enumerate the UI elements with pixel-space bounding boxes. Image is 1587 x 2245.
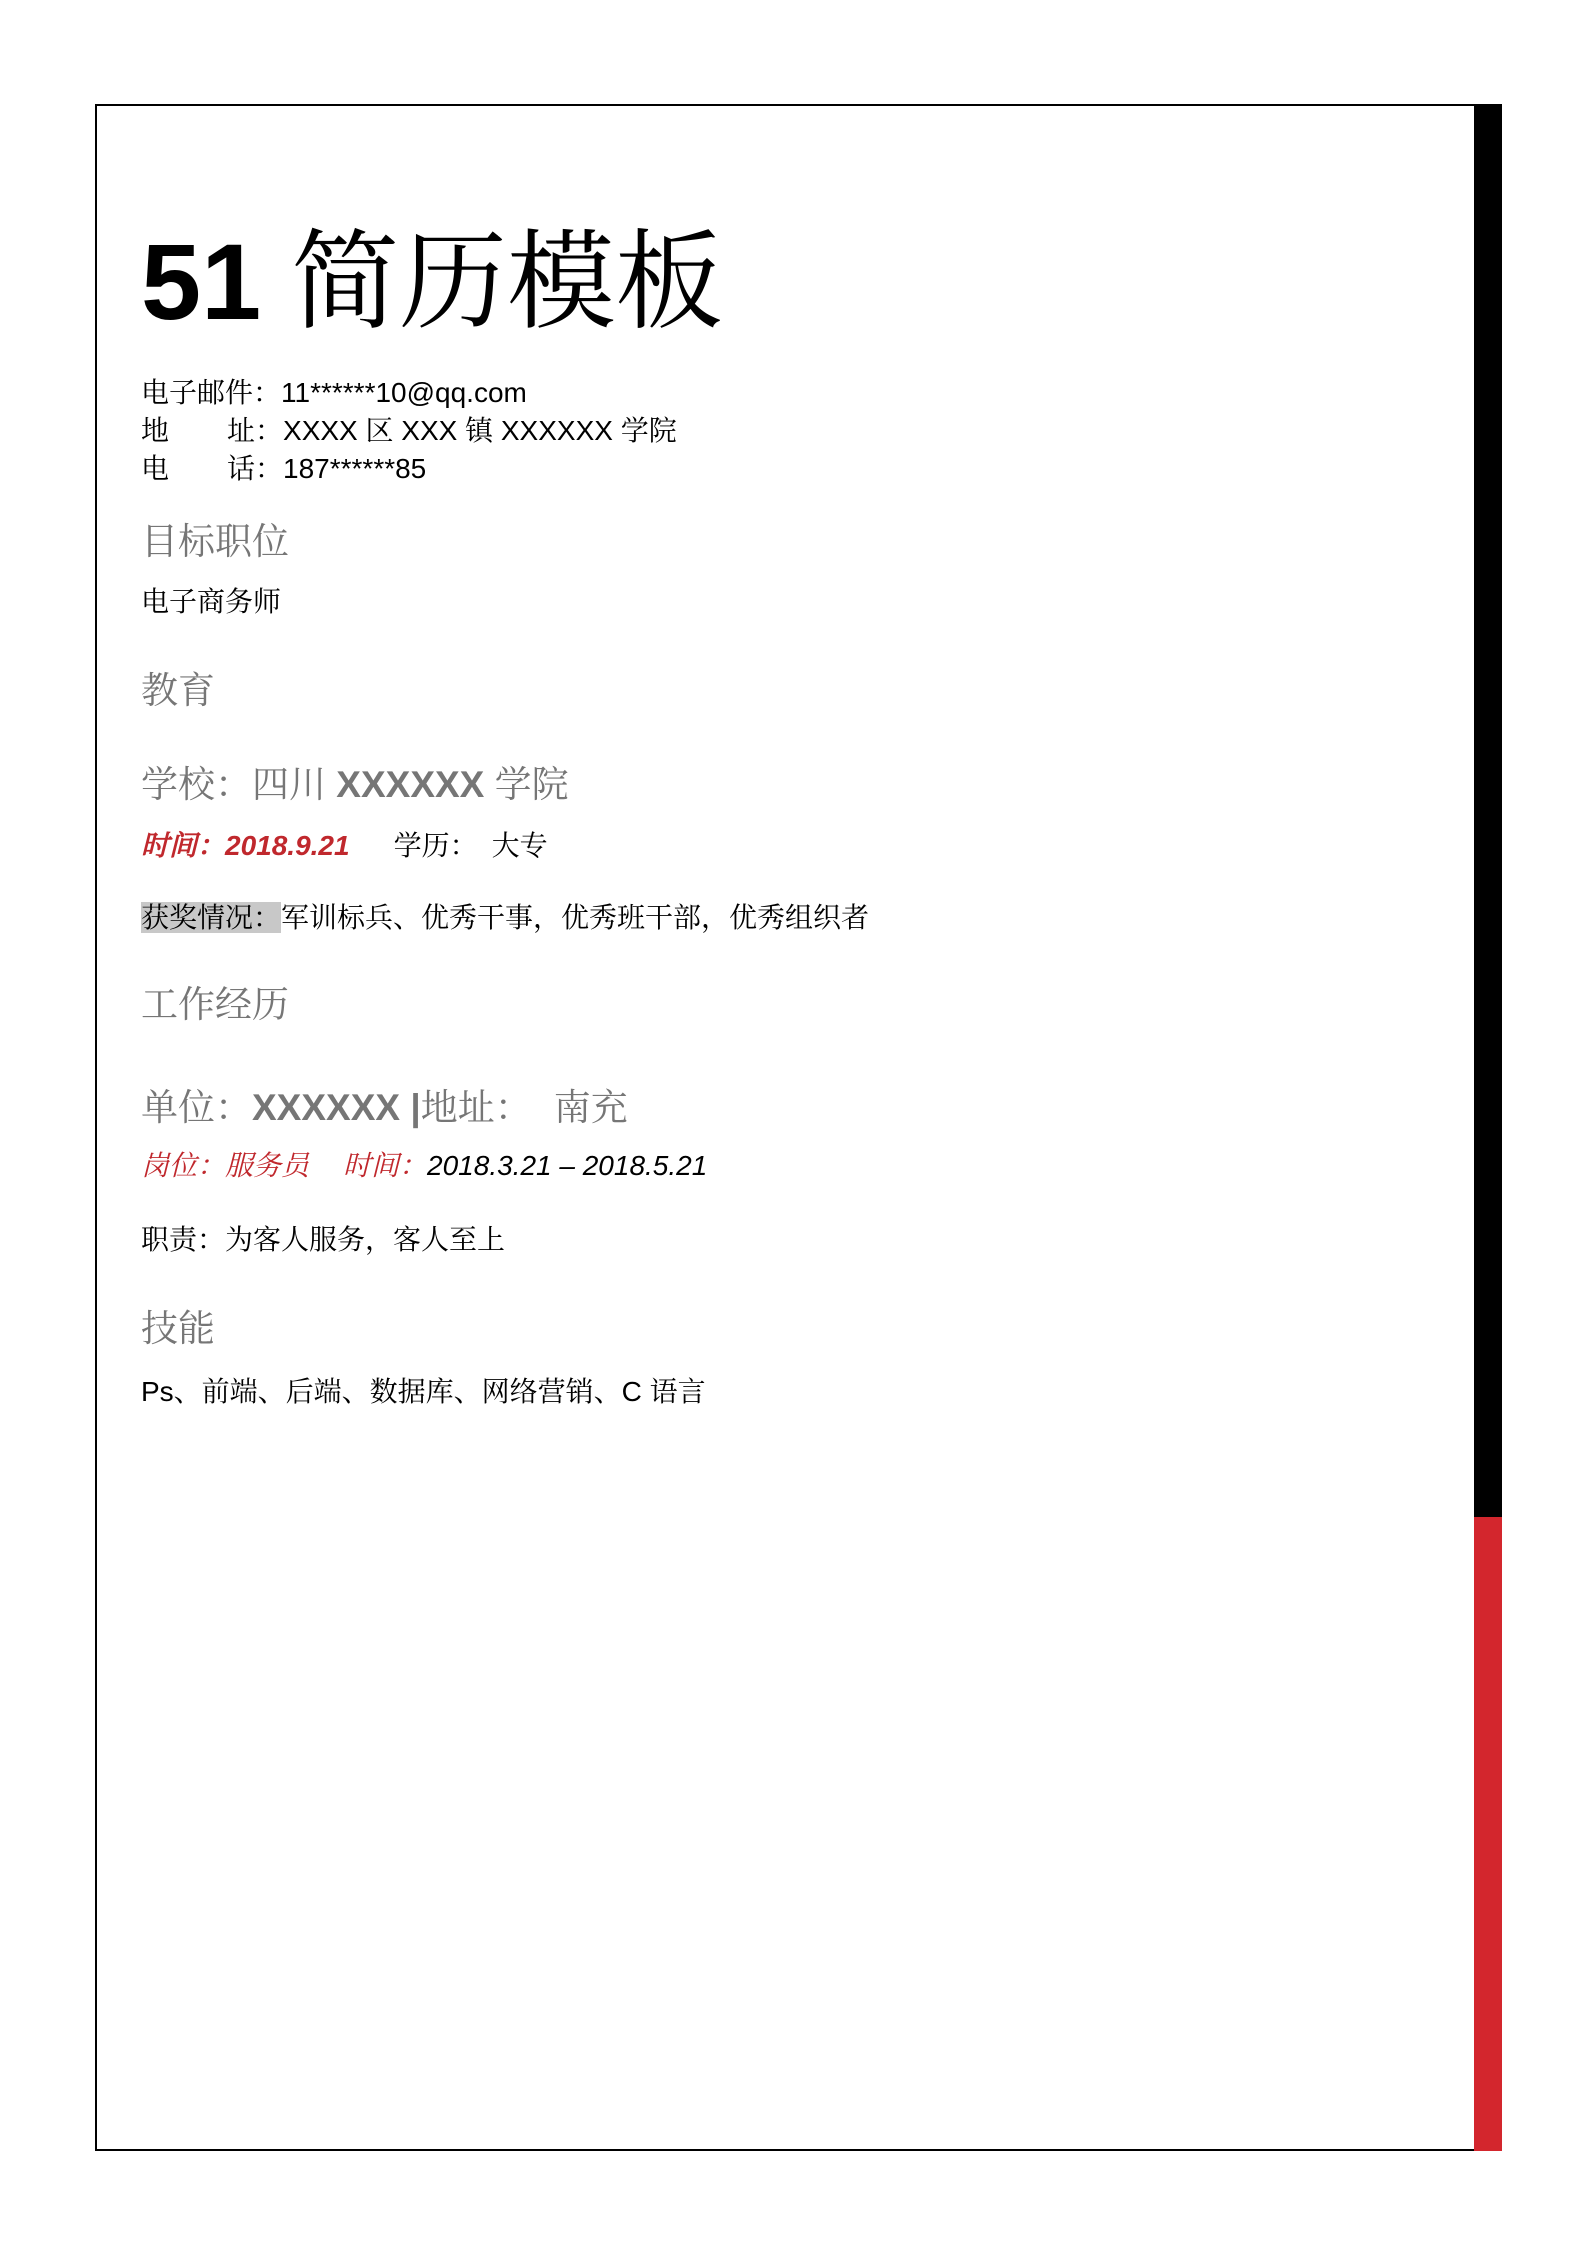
skills-heading: 技能 [141,1308,215,1349]
title-number: 51 [141,221,262,342]
work-address-label: 地址： [420,1087,532,1128]
education-heading: 教育 [141,670,215,711]
phone-label-1: 电 [141,453,170,484]
phone-value: 187******85 [283,453,427,484]
address-label-2: 址： [227,415,284,446]
work-time-value: 2018.3.21 – 2018.5.21 [427,1150,708,1181]
title-text: 简历模板 [291,220,724,345]
objective-heading: 目标职位 [141,521,289,562]
duty-label: 职责： [141,1224,226,1255]
page-title [141,220,724,345]
duty-value: 为客人服务，客人至上 [225,1224,506,1255]
email-label: 电子邮件： [141,377,282,408]
awards-value: 军训标兵、优秀干事，优秀班干部，优秀组织者 [281,902,870,933]
work-heading: 工作经历 [141,984,289,1025]
contact-phone [141,450,426,488]
school-bold: XXXXXX [336,764,485,805]
awards-line [141,904,869,932]
address-value: XXXX 区 XXX 镇 XXXXXX 学院 [283,415,677,446]
work-address-value: 南充 [553,1087,628,1128]
position-label: 岗位：服务员 [141,1150,310,1181]
side-bar-red [1474,1517,1502,2151]
address-label-1: 地 [141,415,170,446]
email-value: 11******10@qq.com [281,377,527,408]
degree-label: 学历： [393,830,478,861]
phone-label-2: 话： [227,453,284,484]
awards-label: 获奖情况： [141,902,282,933]
degree-value: 大专 [491,830,548,861]
contact-email [141,374,527,412]
skills-value: Ps、前端、后端、数据库、网络营销、C 语言 [141,1376,706,1407]
school-line [141,766,569,803]
school-suffix: 学院 [484,764,569,805]
side-bar-black [1474,104,1502,1517]
work-unit-line [141,1089,628,1126]
education-time-line [141,832,548,860]
education-time: 时间：2018.9.21 [141,830,350,861]
duty-line [141,1226,505,1254]
work-time-label: 时间： [343,1150,428,1181]
contact-address [141,412,677,450]
school-label: 学校：四川 [141,764,337,805]
objective-value: 电子商务师 [141,586,282,617]
work-position-line [141,1152,707,1180]
unit-bold: XXXXXX | [252,1087,421,1128]
unit-label: 单位： [141,1087,252,1128]
